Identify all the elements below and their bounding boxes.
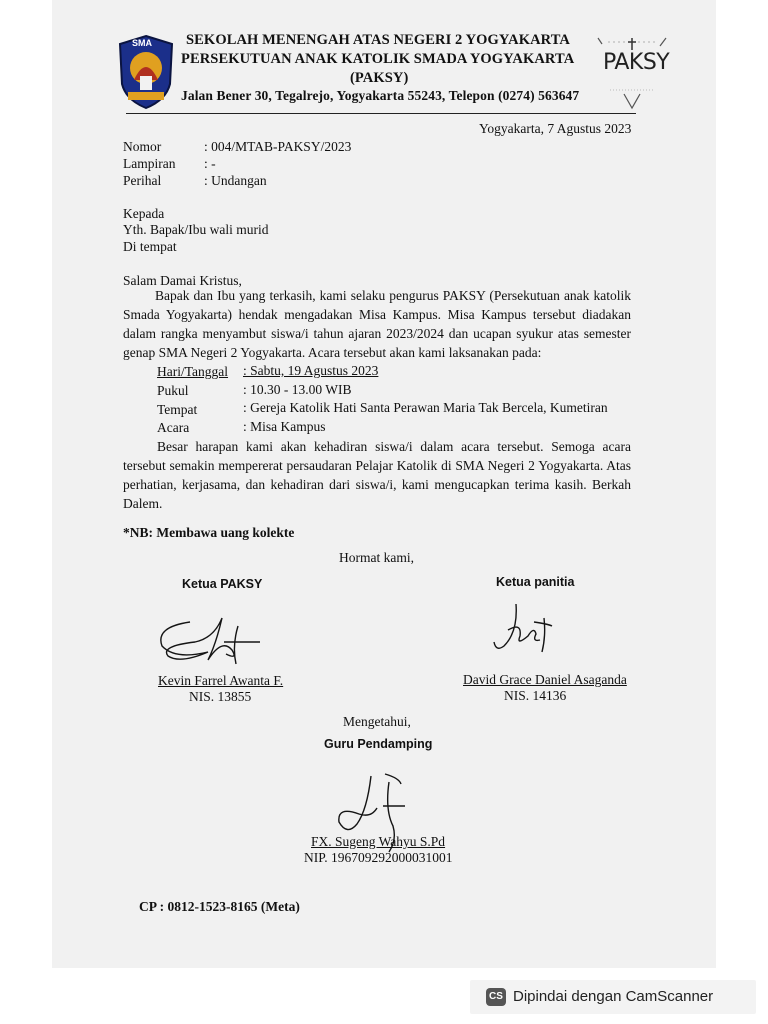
meta-value-nomor: : 004/MTAB-PAKSY/2023 (204, 139, 352, 154)
recipient-line-1: Kepada (123, 206, 165, 221)
signature-right (490, 600, 562, 656)
signer-left-name: Kevin Farrel Awanta F. (158, 673, 284, 688)
meta-value-lampiran: : - (204, 156, 216, 171)
signer-center-name: FX. Sugeng Wahyu S.Pd (311, 834, 446, 849)
letterhead-line2: PERSEKUTUAN ANAK KATOLIK SMADA YOGYAKARTA (181, 51, 575, 67)
camscanner-icon: CS (486, 988, 506, 1006)
meta-value-perihal: : Undangan (204, 173, 267, 188)
signer-right-role: Ketua panitia (496, 575, 575, 589)
detail-label-place: Tempat (157, 402, 198, 417)
signer-right-name: David Grace Daniel Asaganda (463, 672, 627, 687)
signature-left (150, 612, 265, 674)
letterhead-divider (126, 113, 636, 114)
date-line: Yogyakarta, 7 Agustus 2023 (479, 121, 632, 136)
signer-left-role: Ketua PAKSY (182, 577, 263, 591)
meta-label-nomor: Nomor (123, 139, 162, 154)
detail-value-time: : 10.30 - 13.00 WIB (243, 382, 352, 397)
paksy-logo-text: PAKSY (603, 50, 670, 75)
detail-value-place: : Gereja Katolik Hati Santa Perawan Maria Tak Bercela, Kumetiran (243, 400, 608, 415)
detail-value-date: : Sabtu, 19 Agustus 2023 (243, 363, 379, 378)
letterhead-line3: (PAKSY) (350, 70, 409, 86)
closing: Hormat kami, (339, 550, 414, 565)
letterhead-line1: SEKOLAH MENENGAH ATAS NEGERI 2 YOGYAKARTA (186, 32, 571, 48)
body-paragraph-1: Bapak dan Ibu yang terkasih, kami selaku pengurus PAKSY (Persekutuan anak katolik Smada Yogyakarta) hendak mengadakan Misa Kampus. Misa Kampus tersebut diadakan dalam rangka menyambut siswa/i tahun ajaran 2023/2024 dan ucapan syukur atas semester genap SMA Negeri 2 Yogyakarta. Acara tersebut akan kami laksanakan pada: (123, 288, 631, 360)
school-logo-text: SMA (132, 38, 152, 48)
scanner-watermark-text: Dipindai dengan CamScanner (513, 988, 714, 1005)
meta-label-perihal: Perihal (123, 173, 162, 188)
recipient-line-2: Yth. Bapak/Ibu wali murid (123, 222, 269, 237)
letterhead-address: Jalan Bener 30, Tegalrejo, Yogyakarta 55243, Telepon (0274) 563647 (181, 88, 580, 103)
signer-center-role: Guru Pendamping (324, 737, 433, 751)
signer-left-id: NIS. 13855 (189, 689, 252, 704)
recipient-line-3: Di tempat (123, 239, 177, 254)
signer-center-pre: Mengetahui, (343, 714, 411, 729)
body-paragraph-2: Besar harapan kami akan kehadiran siswa/i dalam acara tersebut. Semoga acara tersebut semakin mempererat persaudaran Pelajar Katolik di SMA Negeri 2 Yogyakarta. Atas perhatian, kerjasama, dan kehadiran dari siswa/i, kami mengucapkan terima kasih. Berkah Dalem. (123, 439, 631, 511)
signer-right-id: NIS. 14136 (504, 688, 567, 703)
note: *NB: Membawa uang kolekte (123, 525, 295, 540)
meta-label-lampiran: Lampiran (123, 156, 176, 171)
detail-label-date: Hari/Tanggal (157, 364, 229, 379)
greeting: Salam Damai Kristus, (123, 273, 242, 288)
signer-center-id: NIP. 196709292000031001 (304, 850, 453, 865)
scanner-watermark (470, 980, 756, 1014)
detail-value-event: : Misa Kampus (243, 419, 326, 434)
detail-label-event: Acara (157, 420, 190, 435)
detail-label-time: Pukul (157, 383, 189, 398)
contact-person: CP : 0812-1523-8165 (Meta) (139, 899, 300, 914)
